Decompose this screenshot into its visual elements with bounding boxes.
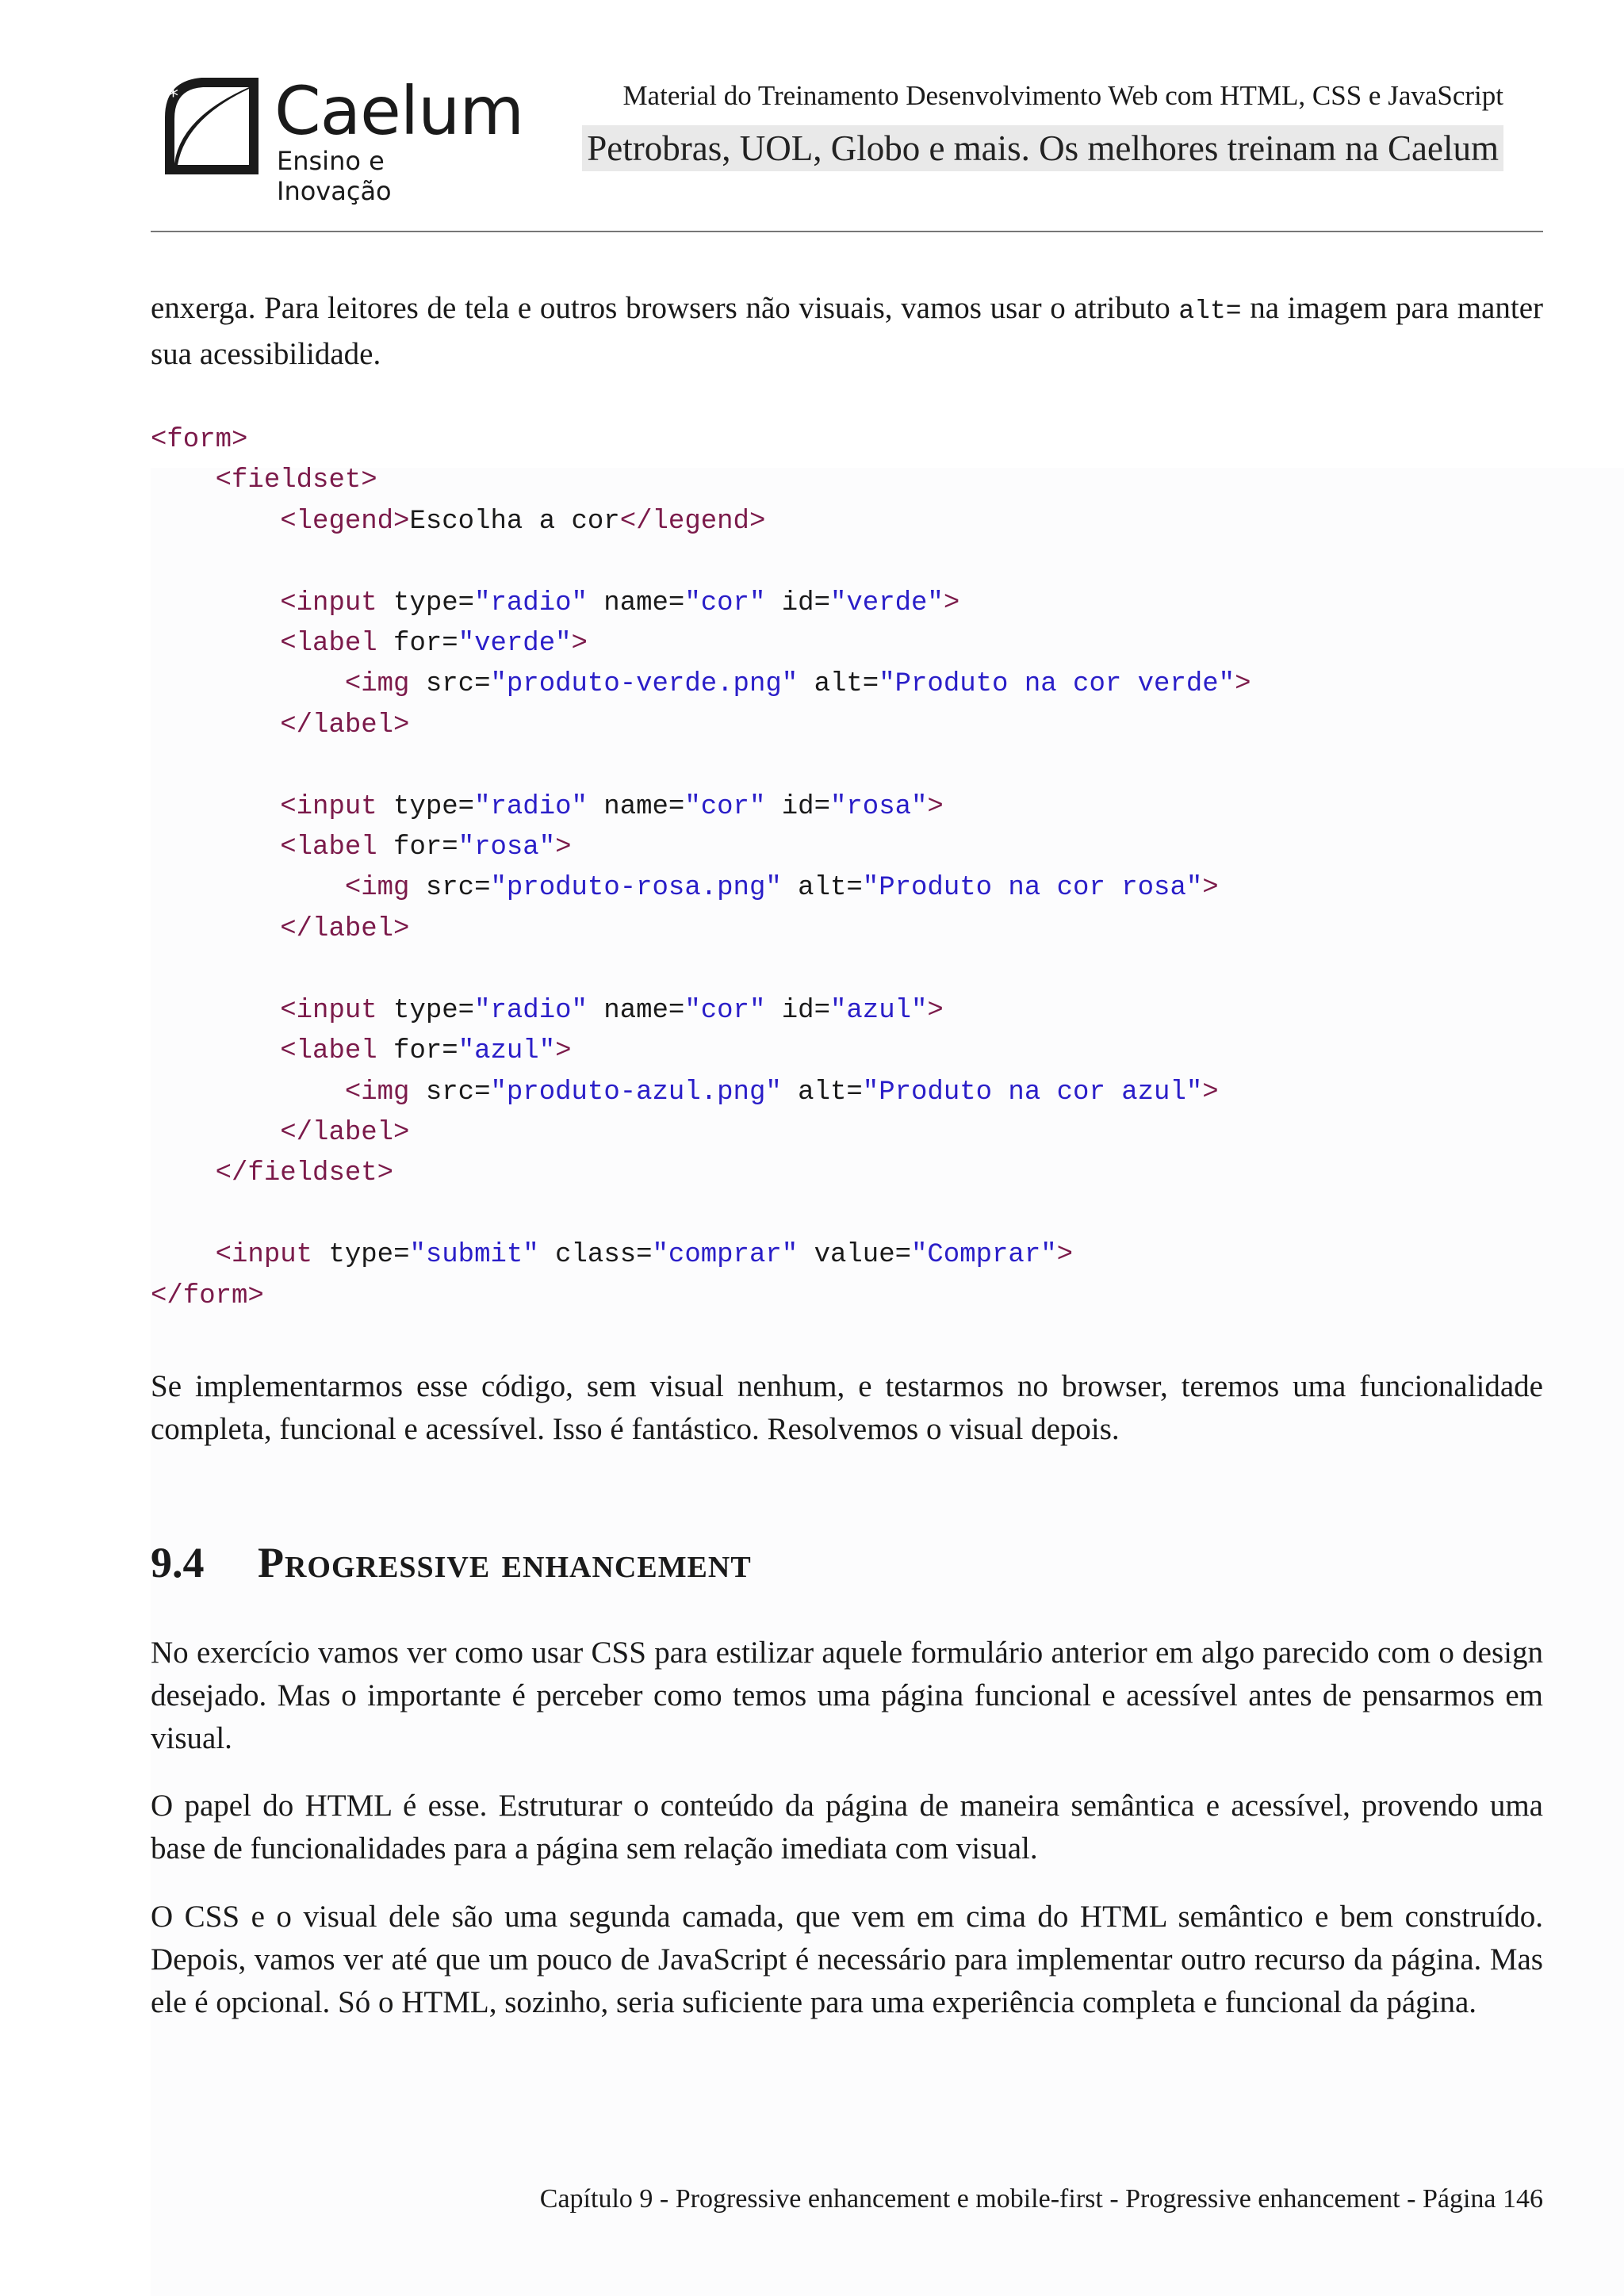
code-tag: >: [571, 629, 588, 660]
code-string: "azul": [458, 1036, 556, 1067]
code-tag: >: [1056, 1240, 1074, 1271]
code-string: "Produto na cor rosa": [862, 873, 1203, 904]
code-line: [151, 629, 588, 659]
code-text: for=: [377, 832, 458, 863]
code-text: src=: [409, 669, 491, 700]
code-string: "comprar": [652, 1240, 799, 1271]
code-text: type=: [312, 1240, 410, 1271]
section-number: 9.4: [151, 1539, 205, 1586]
section-heading: [151, 1536, 752, 1589]
code-string: "rosa": [458, 832, 556, 863]
code-text: [151, 710, 280, 740]
code-tag: <img: [344, 1077, 410, 1108]
code-text: [151, 588, 280, 618]
code-text: for=: [377, 1036, 458, 1067]
code-text: for=: [377, 629, 458, 660]
code-text: [151, 1036, 280, 1066]
code-line: [151, 710, 409, 740]
code-tag: <input: [280, 791, 377, 822]
logo-wordmark: Caelum: [274, 72, 524, 150]
code-tag: <img: [344, 873, 410, 904]
code-line: [151, 425, 247, 455]
body-paragraph: O CSS e o visual dele são uma segunda camada, que vem em cima do HTML semântico e bem construído. Depois, vamos ver até que um pouco de JavaScript é necessário para implementar outro recurso da página. Mas ele é opcional. Só o HTML, sozinho, seria suficiente para uma experiência completa e funcional da página.: [151, 1900, 1543, 2019]
code-string: "verde": [458, 629, 572, 660]
intro-paragraph: enxerga. Para leitores de tela e outros browsers não visuais, vamos usar o atributo alt= na imagem para manter sua acessibilidade.: [151, 291, 1543, 371]
code-tag: </label>: [280, 710, 410, 740]
after-code-paragraph: Se implementarmos esse código, sem visual nenhum, e testarmos no browser, teremos uma funcionalidade completa, funcional e acessível. Isso é fantástico. Resolvemos o visual depois.: [151, 1369, 1543, 1446]
code-tag: </legend>: [619, 506, 766, 537]
code-text: [151, 914, 280, 944]
code-text: [151, 629, 280, 659]
code-text: type=: [377, 587, 475, 618]
code-text: [151, 873, 345, 903]
code-text: [151, 1118, 280, 1148]
code-string: "cor": [684, 791, 766, 822]
code-string: "verde": [829, 587, 944, 618]
body-paragraph: O papel do HTML é esse. Estruturar o conteúdo da página de maneira semântica e acessível, provendo uma base de funcionalidades para a página sem relação imediata com visual.: [151, 1789, 1543, 1866]
code-text: value=: [798, 1240, 911, 1271]
code-text: type=: [377, 791, 475, 822]
logo-tagline: Ensino e Inovação: [277, 146, 392, 206]
code-tag: >: [943, 587, 960, 618]
code-string: "submit": [409, 1240, 539, 1271]
code-string: "Produto na cor verde": [879, 669, 1235, 700]
code-string: "produto-rosa.png": [490, 873, 782, 904]
code-tag: >: [1202, 873, 1219, 904]
code-text: name=: [587, 791, 685, 822]
logo-mark-icon: [157, 70, 265, 178]
code-tag: >: [1235, 669, 1251, 700]
code-string: "azul": [829, 995, 928, 1026]
code-listing: [151, 420, 1251, 1317]
code-line: [151, 832, 572, 863]
code-line: [151, 1036, 572, 1066]
code-text: id=: [765, 995, 830, 1026]
code-text: [151, 669, 345, 699]
code-tag: >: [1202, 1077, 1219, 1108]
header-divider: [151, 231, 1543, 232]
code-tag: >: [555, 1036, 572, 1067]
code-line: [151, 465, 377, 496]
code-string: "rosa": [829, 791, 928, 822]
code-text: [151, 1158, 216, 1188]
code-string: "Comprar": [911, 1240, 1057, 1271]
caelum-logo: [157, 70, 524, 206]
code-tag: <legend>: [280, 506, 410, 537]
code-tag: </form>: [151, 1280, 264, 1311]
code-text: src=: [409, 1077, 491, 1108]
code-tag: </label>: [280, 1117, 410, 1148]
code-tag: </label>: [280, 913, 410, 944]
code-string: "produto-azul.png": [490, 1077, 782, 1108]
code-line: [151, 1281, 264, 1311]
code-line: [151, 792, 944, 822]
code-text: class=: [538, 1240, 653, 1271]
code-string: "produto-verde.png": [490, 669, 799, 700]
code-line: [151, 669, 1251, 699]
code-tag: <label: [280, 1036, 377, 1067]
code-tag: <input: [280, 995, 377, 1026]
code-text: name=: [587, 995, 685, 1026]
code-string: "radio": [474, 587, 588, 618]
code-tag: <fieldset>: [215, 465, 377, 496]
code-tag: <form>: [151, 425, 248, 455]
code-text: [151, 792, 280, 822]
svg-text:*: *: [168, 85, 178, 109]
code-string: "cor": [684, 587, 766, 618]
code-tag: >: [555, 832, 572, 863]
code-string: "Produto na cor azul": [862, 1077, 1203, 1108]
code-text: [151, 507, 280, 537]
code-text: type=: [377, 995, 475, 1026]
code-line: [151, 1240, 1073, 1270]
code-tag: <input: [280, 587, 377, 618]
code-text: Escolha a cor: [409, 506, 620, 537]
code-string: "radio": [474, 995, 588, 1026]
course-title: Material do Treinamento Desenvolvimento Web com HTML, CSS e JavaScript: [622, 80, 1503, 111]
code-line: [151, 1118, 409, 1148]
code-text: [151, 996, 280, 1026]
code-line: [151, 1077, 1219, 1108]
code-text: id=: [765, 791, 830, 822]
body-paragraph: No exercício vamos ver como usar CSS para estilizar aquele formulário anterior em algo parecido com o design desejado. Mas o importante é perceber como temos uma página funcional e acessível antes de pensarmos em visual.: [151, 1636, 1543, 1755]
code-text: id=: [765, 587, 830, 618]
header-slogan: Petrobras, UOL, Globo e mais. Os melhores treinam na Caelum: [582, 125, 1503, 171]
code-text: [151, 832, 280, 863]
code-line: [151, 1158, 393, 1188]
code-text: alt=: [781, 1077, 863, 1108]
code-line: [151, 996, 944, 1026]
code-tag: </fieldset>: [215, 1158, 394, 1189]
code-text: alt=: [798, 669, 879, 700]
code-tag: <img: [344, 669, 410, 700]
code-line: [151, 507, 765, 537]
code-tag: <label: [280, 832, 377, 863]
code-text: name=: [587, 587, 685, 618]
code-string: "cor": [684, 995, 766, 1026]
code-line: [151, 873, 1219, 903]
code-text: [151, 1240, 216, 1270]
code-tag: <input: [215, 1240, 313, 1271]
code-line: [151, 588, 959, 618]
code-string: "radio": [474, 791, 588, 822]
code-tag: >: [927, 995, 944, 1026]
code-text: [151, 465, 216, 496]
code-text: alt=: [781, 873, 863, 904]
section-title: Progressive enhancement: [258, 1539, 752, 1586]
code-text: src=: [409, 873, 491, 904]
code-tag: >: [927, 791, 944, 822]
code-line: [151, 914, 409, 944]
page-footer: Capítulo 9 - Progressive enhancement e mobile-first - Progressive enhancement - Página 146: [539, 2184, 1543, 2214]
inline-code: alt=: [1178, 297, 1242, 326]
code-tag: <label: [280, 629, 377, 660]
code-text: [151, 1077, 345, 1108]
